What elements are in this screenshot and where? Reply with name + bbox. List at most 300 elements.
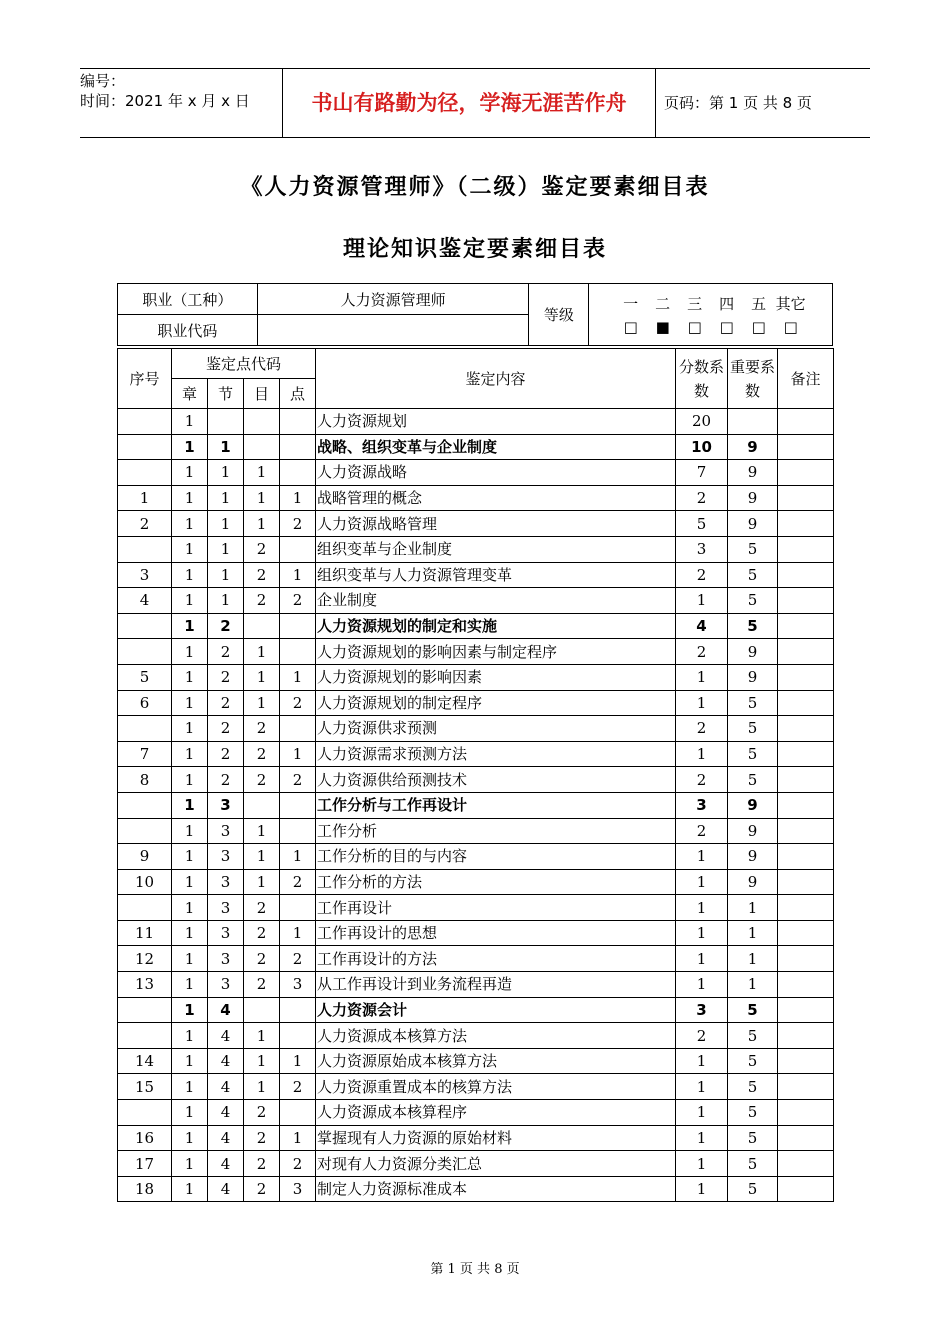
- grade-4: 四: [719, 295, 735, 313]
- cell-score: 1: [676, 690, 728, 716]
- table-row: [118, 1074, 834, 1100]
- cell-score: 2: [676, 562, 728, 588]
- cell-score: 10: [676, 434, 728, 460]
- cell-pt: 2: [280, 1151, 316, 1177]
- cell-it: 2: [244, 767, 280, 793]
- table-row: [118, 613, 834, 639]
- cell-se: 2: [208, 690, 244, 716]
- table-row: [118, 741, 834, 767]
- cell-score: 1: [676, 741, 728, 767]
- cell-imp: 9: [728, 844, 778, 870]
- table-row: [118, 511, 834, 537]
- cell-ch: 1: [172, 741, 208, 767]
- cell-remark: [778, 1176, 834, 1202]
- cell-content: 工作再设计: [316, 895, 676, 921]
- cell-se: 1: [208, 460, 244, 486]
- grade-other: 其它: [775, 295, 806, 313]
- occupation-label: 职业（工种）: [118, 284, 258, 315]
- cell-score: 1: [676, 972, 728, 998]
- cell-ch: 1: [172, 434, 208, 460]
- cell-pt: 1: [280, 1048, 316, 1074]
- table-row: [118, 1151, 834, 1177]
- cell-imp: 5: [728, 1151, 778, 1177]
- cell-content: 掌握现有人力资源的原始材料: [316, 1125, 676, 1151]
- cell-content: 人力资源成本核算程序: [316, 1100, 676, 1126]
- cell-pt: [280, 716, 316, 742]
- cell-remark: [778, 664, 834, 690]
- page-label: 页码：第 1 页 共 8 页: [664, 94, 812, 112]
- cell-imp: 1: [728, 895, 778, 921]
- cell-score: 1: [676, 869, 728, 895]
- cell-it: 2: [244, 588, 280, 614]
- cell-content: 工作再设计的方法: [316, 946, 676, 972]
- cell-seq: 12: [118, 946, 172, 972]
- cell-score: 1: [676, 844, 728, 870]
- cell-it: [244, 409, 280, 435]
- cell-remark: [778, 1023, 834, 1049]
- cell-content: 战略管理的概念: [316, 485, 676, 511]
- cell-se: 4: [208, 1023, 244, 1049]
- cell-seq: 15: [118, 1074, 172, 1100]
- cell-score: 1: [676, 1151, 728, 1177]
- cell-content: 人力资源规划的制定程序: [316, 690, 676, 716]
- cell-pt: 2: [280, 869, 316, 895]
- cell-imp: 5: [728, 562, 778, 588]
- cell-pt: 1: [280, 664, 316, 690]
- grade-box-4: □: [719, 318, 734, 336]
- cell-se: 3: [208, 818, 244, 844]
- cell-imp: 9: [728, 511, 778, 537]
- cell-pt: [280, 997, 316, 1023]
- cell-score: 1: [676, 664, 728, 690]
- cell-pt: [280, 792, 316, 818]
- cell-remark: [778, 409, 834, 435]
- cell-ch: 1: [172, 460, 208, 486]
- cell-seq: 11: [118, 920, 172, 946]
- cell-imp: 9: [728, 869, 778, 895]
- cell-score: 1: [676, 1125, 728, 1151]
- table-row: [118, 1125, 834, 1151]
- cell-content: 工作再设计的思想: [316, 920, 676, 946]
- cell-content: 制定人力资源标准成本: [316, 1176, 676, 1202]
- cell-seq: [118, 639, 172, 665]
- cell-seq: [118, 460, 172, 486]
- grade-1: 一: [623, 295, 639, 313]
- cell-content: 战略、组织变革与企业制度: [316, 434, 676, 460]
- cell-score: 1: [676, 895, 728, 921]
- cell-seq: 4: [118, 588, 172, 614]
- cell-it: 1: [244, 1048, 280, 1074]
- cell-it: [244, 792, 280, 818]
- cell-it: 1: [244, 869, 280, 895]
- cell-score: 1: [676, 946, 728, 972]
- grade-cell: [589, 284, 833, 346]
- cell-seq: 17: [118, 1151, 172, 1177]
- cell-imp: 9: [728, 639, 778, 665]
- table-row: [118, 844, 834, 870]
- cell-it: 1: [244, 1023, 280, 1049]
- cell-pt: 3: [280, 972, 316, 998]
- cell-remark: [778, 690, 834, 716]
- table-row: [118, 920, 834, 946]
- cell-imp: 5: [728, 741, 778, 767]
- cell-se: 2: [208, 716, 244, 742]
- cell-content: 人力资源需求预测方法: [316, 741, 676, 767]
- cell-remark: [778, 920, 834, 946]
- cell-remark: [778, 997, 834, 1023]
- cell-content: 组织变革与人力资源管理变革: [316, 562, 676, 588]
- cell-imp: 5: [728, 1023, 778, 1049]
- cell-remark: [778, 972, 834, 998]
- cell-imp: 5: [728, 690, 778, 716]
- cell-se: 4: [208, 997, 244, 1023]
- document-title: 《人力资源管理师》（二级）鉴定要素细目表: [240, 175, 710, 200]
- table-row: [118, 895, 834, 921]
- cell-it: [244, 613, 280, 639]
- cell-imp: 5: [728, 1176, 778, 1202]
- cell-it: 1: [244, 485, 280, 511]
- code-label: 职业代码: [118, 315, 258, 346]
- cell-ch: 1: [172, 1048, 208, 1074]
- grade-box-5: □: [751, 318, 766, 336]
- cell-remark: [778, 588, 834, 614]
- cell-it: 2: [244, 536, 280, 562]
- cell-score: 2: [676, 485, 728, 511]
- cell-se: 4: [208, 1125, 244, 1151]
- cell-imp: 9: [728, 818, 778, 844]
- cell-content: 工作分析: [316, 818, 676, 844]
- cell-remark: [778, 792, 834, 818]
- table-row: [118, 716, 834, 742]
- cell-it: 1: [244, 844, 280, 870]
- cell-seq: 10: [118, 869, 172, 895]
- cell-content: 人力资源会计: [316, 997, 676, 1023]
- cell-pt: [280, 639, 316, 665]
- cell-it: 2: [244, 562, 280, 588]
- cell-se: 1: [208, 562, 244, 588]
- page-header: [80, 68, 870, 138]
- cell-seq: 3: [118, 562, 172, 588]
- cell-pt: [280, 460, 316, 486]
- cell-seq: [118, 409, 172, 435]
- cell-it: 2: [244, 1125, 280, 1151]
- table-row: [118, 639, 834, 665]
- cell-content: 从工作再设计到业务流程再造: [316, 972, 676, 998]
- cell-pt: 1: [280, 920, 316, 946]
- cell-score: 2: [676, 716, 728, 742]
- cell-se: 1: [208, 511, 244, 537]
- cell-remark: [778, 869, 834, 895]
- cell-seq: 13: [118, 972, 172, 998]
- cell-imp: 9: [728, 664, 778, 690]
- grade-2: 二: [655, 295, 671, 313]
- cell-ch: 1: [172, 1151, 208, 1177]
- time-label: 时间：2021 年 x 月 x 日: [80, 92, 250, 110]
- cell-pt: [280, 536, 316, 562]
- cell-it: [244, 434, 280, 460]
- grade-box-other: □: [783, 318, 798, 336]
- table-row: [118, 588, 834, 614]
- cell-seq: [118, 1023, 172, 1049]
- cell-seq: [118, 997, 172, 1023]
- cell-content: 人力资源供求预测: [316, 716, 676, 742]
- header-content: 鉴定内容: [316, 349, 676, 409]
- cell-score: 4: [676, 613, 728, 639]
- cell-pt: 1: [280, 741, 316, 767]
- table-row: [118, 690, 834, 716]
- cell-seq: 7: [118, 741, 172, 767]
- cell-ch: 1: [172, 920, 208, 946]
- cell-ch: 1: [172, 1100, 208, 1126]
- cell-it: 1: [244, 664, 280, 690]
- cell-se: 3: [208, 792, 244, 818]
- header-point: 点: [280, 379, 316, 409]
- cell-imp: 1: [728, 946, 778, 972]
- grade-box-1: □: [623, 318, 638, 336]
- cell-imp: 5: [728, 536, 778, 562]
- cell-pt: 2: [280, 511, 316, 537]
- cell-remark: [778, 1151, 834, 1177]
- table-row: [118, 485, 834, 511]
- cell-ch: 1: [172, 895, 208, 921]
- cell-content: 企业制度: [316, 588, 676, 614]
- cell-pt: 2: [280, 588, 316, 614]
- cell-imp: 5: [728, 767, 778, 793]
- info-table: [117, 283, 833, 346]
- cell-seq: [118, 536, 172, 562]
- cell-pt: 1: [280, 485, 316, 511]
- cell-score: 1: [676, 920, 728, 946]
- cell-seq: 1: [118, 485, 172, 511]
- cell-ch: 1: [172, 639, 208, 665]
- cell-content: 人力资源规划的制定和实施: [316, 613, 676, 639]
- cell-score: 20: [676, 409, 728, 435]
- document-subtitle: 理论知识鉴定要素细目表: [342, 237, 607, 262]
- cell-ch: 1: [172, 716, 208, 742]
- cell-score: 3: [676, 792, 728, 818]
- cell-pt: [280, 818, 316, 844]
- cell-score: 2: [676, 767, 728, 793]
- cell-remark: [778, 485, 834, 511]
- cell-se: 1: [208, 536, 244, 562]
- cell-imp: 9: [728, 485, 778, 511]
- cell-seq: 5: [118, 664, 172, 690]
- cell-it: 2: [244, 895, 280, 921]
- cell-ch: 1: [172, 997, 208, 1023]
- cell-pt: [280, 1023, 316, 1049]
- grade-labels: [589, 293, 832, 314]
- cell-se: 3: [208, 972, 244, 998]
- cell-it: 1: [244, 1074, 280, 1100]
- code-value: [257, 315, 529, 346]
- cell-se: 2: [208, 613, 244, 639]
- cell-pt: [280, 613, 316, 639]
- grade-boxes: [589, 318, 832, 336]
- cell-ch: 1: [172, 485, 208, 511]
- cell-ch: 1: [172, 588, 208, 614]
- elements-table: [117, 348, 834, 1202]
- cell-seq: [118, 818, 172, 844]
- cell-score: 1: [676, 1048, 728, 1074]
- cell-seq: 9: [118, 844, 172, 870]
- table-row: [118, 1023, 834, 1049]
- cell-remark: [778, 1048, 834, 1074]
- cell-imp: 1: [728, 920, 778, 946]
- cell-content: 人力资源战略管理: [316, 511, 676, 537]
- table-row: [118, 434, 834, 460]
- cell-se: 4: [208, 1074, 244, 1100]
- cell-it: 1: [244, 511, 280, 537]
- cell-seq: [118, 792, 172, 818]
- cell-se: 3: [208, 946, 244, 972]
- header-item: 目: [244, 379, 280, 409]
- cell-seq: [118, 895, 172, 921]
- cell-se: 3: [208, 869, 244, 895]
- grade-box-3: □: [687, 318, 702, 336]
- cell-remark: [778, 818, 834, 844]
- cell-ch: 1: [172, 946, 208, 972]
- cell-content: 工作分析与工作再设计: [316, 792, 676, 818]
- cell-seq: 18: [118, 1176, 172, 1202]
- cell-imp: 5: [728, 613, 778, 639]
- table-row: [118, 562, 834, 588]
- cell-content: 组织变革与企业制度: [316, 536, 676, 562]
- cell-pt: 1: [280, 844, 316, 870]
- cell-content: 人力资源规划: [316, 409, 676, 435]
- cell-content: 对现有人力资源分类汇总: [316, 1151, 676, 1177]
- grade-label: 等级: [529, 284, 589, 346]
- cell-content: 工作分析的目的与内容: [316, 844, 676, 870]
- header-chapter: 章: [172, 379, 208, 409]
- table-row: [118, 792, 834, 818]
- header-left: [80, 69, 280, 139]
- cell-pt: 3: [280, 1176, 316, 1202]
- cell-ch: 1: [172, 511, 208, 537]
- occupation-value: 人力资源管理师: [257, 284, 529, 315]
- cell-se: 1: [208, 434, 244, 460]
- cell-content: 人力资源规划的影响因素与制定程序: [316, 639, 676, 665]
- cell-imp: 5: [728, 588, 778, 614]
- cell-pt: 2: [280, 767, 316, 793]
- header-section: 节: [208, 379, 244, 409]
- cell-imp: 9: [728, 792, 778, 818]
- table-row: [118, 664, 834, 690]
- cell-pt: 1: [280, 1125, 316, 1151]
- cell-se: 3: [208, 920, 244, 946]
- cell-ch: 1: [172, 767, 208, 793]
- cell-ch: 1: [172, 562, 208, 588]
- cell-content: 人力资源规划的影响因素: [316, 664, 676, 690]
- cell-pt: 2: [280, 690, 316, 716]
- cell-se: 4: [208, 1048, 244, 1074]
- cell-ch: 1: [172, 613, 208, 639]
- table-row: [118, 946, 834, 972]
- cell-ch: 1: [172, 869, 208, 895]
- table-row: [118, 460, 834, 486]
- cell-se: 4: [208, 1176, 244, 1202]
- cell-ch: 1: [172, 972, 208, 998]
- cell-se: 1: [208, 588, 244, 614]
- cell-remark: [778, 1074, 834, 1100]
- cell-remark: [778, 1100, 834, 1126]
- cell-content: 人力资源重置成本的核算方法: [316, 1074, 676, 1100]
- cell-pt: [280, 1100, 316, 1126]
- cell-score: 2: [676, 639, 728, 665]
- header-code: 鉴定点代码: [172, 349, 316, 379]
- cell-it: 1: [244, 639, 280, 665]
- cell-remark: [778, 895, 834, 921]
- cell-se: 2: [208, 741, 244, 767]
- cell-remark: [778, 844, 834, 870]
- cell-se: 1: [208, 485, 244, 511]
- cell-remark: [778, 946, 834, 972]
- number-label: 编号：: [80, 72, 126, 90]
- cell-score: 3: [676, 997, 728, 1023]
- cell-content: 工作分析的方法: [316, 869, 676, 895]
- cell-remark: [778, 511, 834, 537]
- cell-remark: [778, 639, 834, 665]
- cell-ch: 1: [172, 409, 208, 435]
- cell-it: 2: [244, 946, 280, 972]
- table-row: [118, 536, 834, 562]
- table-row: [118, 409, 834, 435]
- cell-content: 人力资源供给预测技术: [316, 767, 676, 793]
- cell-remark: [778, 460, 834, 486]
- cell-se: 2: [208, 767, 244, 793]
- cell-ch: 1: [172, 844, 208, 870]
- cell-content: 人力资源成本核算方法: [316, 1023, 676, 1049]
- cell-imp: 5: [728, 1100, 778, 1126]
- cell-pt: [280, 895, 316, 921]
- cell-seq: 2: [118, 511, 172, 537]
- cell-score: 1: [676, 1100, 728, 1126]
- cell-imp: [728, 409, 778, 435]
- cell-score: 5: [676, 511, 728, 537]
- cell-ch: 1: [172, 664, 208, 690]
- cell-it: 1: [244, 818, 280, 844]
- cell-pt: [280, 434, 316, 460]
- cell-imp: 1: [728, 972, 778, 998]
- cell-it: [244, 997, 280, 1023]
- cell-remark: [778, 767, 834, 793]
- cell-seq: [118, 716, 172, 742]
- cell-se: 4: [208, 1151, 244, 1177]
- cell-ch: 1: [172, 1074, 208, 1100]
- cell-remark: [778, 434, 834, 460]
- header-importance: 重要系数: [728, 349, 778, 409]
- header-seq: 序号: [118, 349, 172, 409]
- cell-ch: 1: [172, 690, 208, 716]
- cell-seq: 16: [118, 1125, 172, 1151]
- page-footer: 第 1 页 共 8 页: [430, 1262, 520, 1277]
- header-remark: 备注: [778, 349, 834, 409]
- cell-imp: 5: [728, 716, 778, 742]
- cell-se: 2: [208, 639, 244, 665]
- cell-imp: 5: [728, 1074, 778, 1100]
- cell-se: 3: [208, 844, 244, 870]
- cell-it: 1: [244, 690, 280, 716]
- cell-imp: 5: [728, 997, 778, 1023]
- cell-ch: 1: [172, 536, 208, 562]
- cell-se: [208, 409, 244, 435]
- table-row: [118, 972, 834, 998]
- cell-it: 2: [244, 1151, 280, 1177]
- cell-remark: [778, 1125, 834, 1151]
- table-row: [118, 1048, 834, 1074]
- cell-imp: 9: [728, 434, 778, 460]
- cell-score: 3: [676, 536, 728, 562]
- cell-ch: 1: [172, 1176, 208, 1202]
